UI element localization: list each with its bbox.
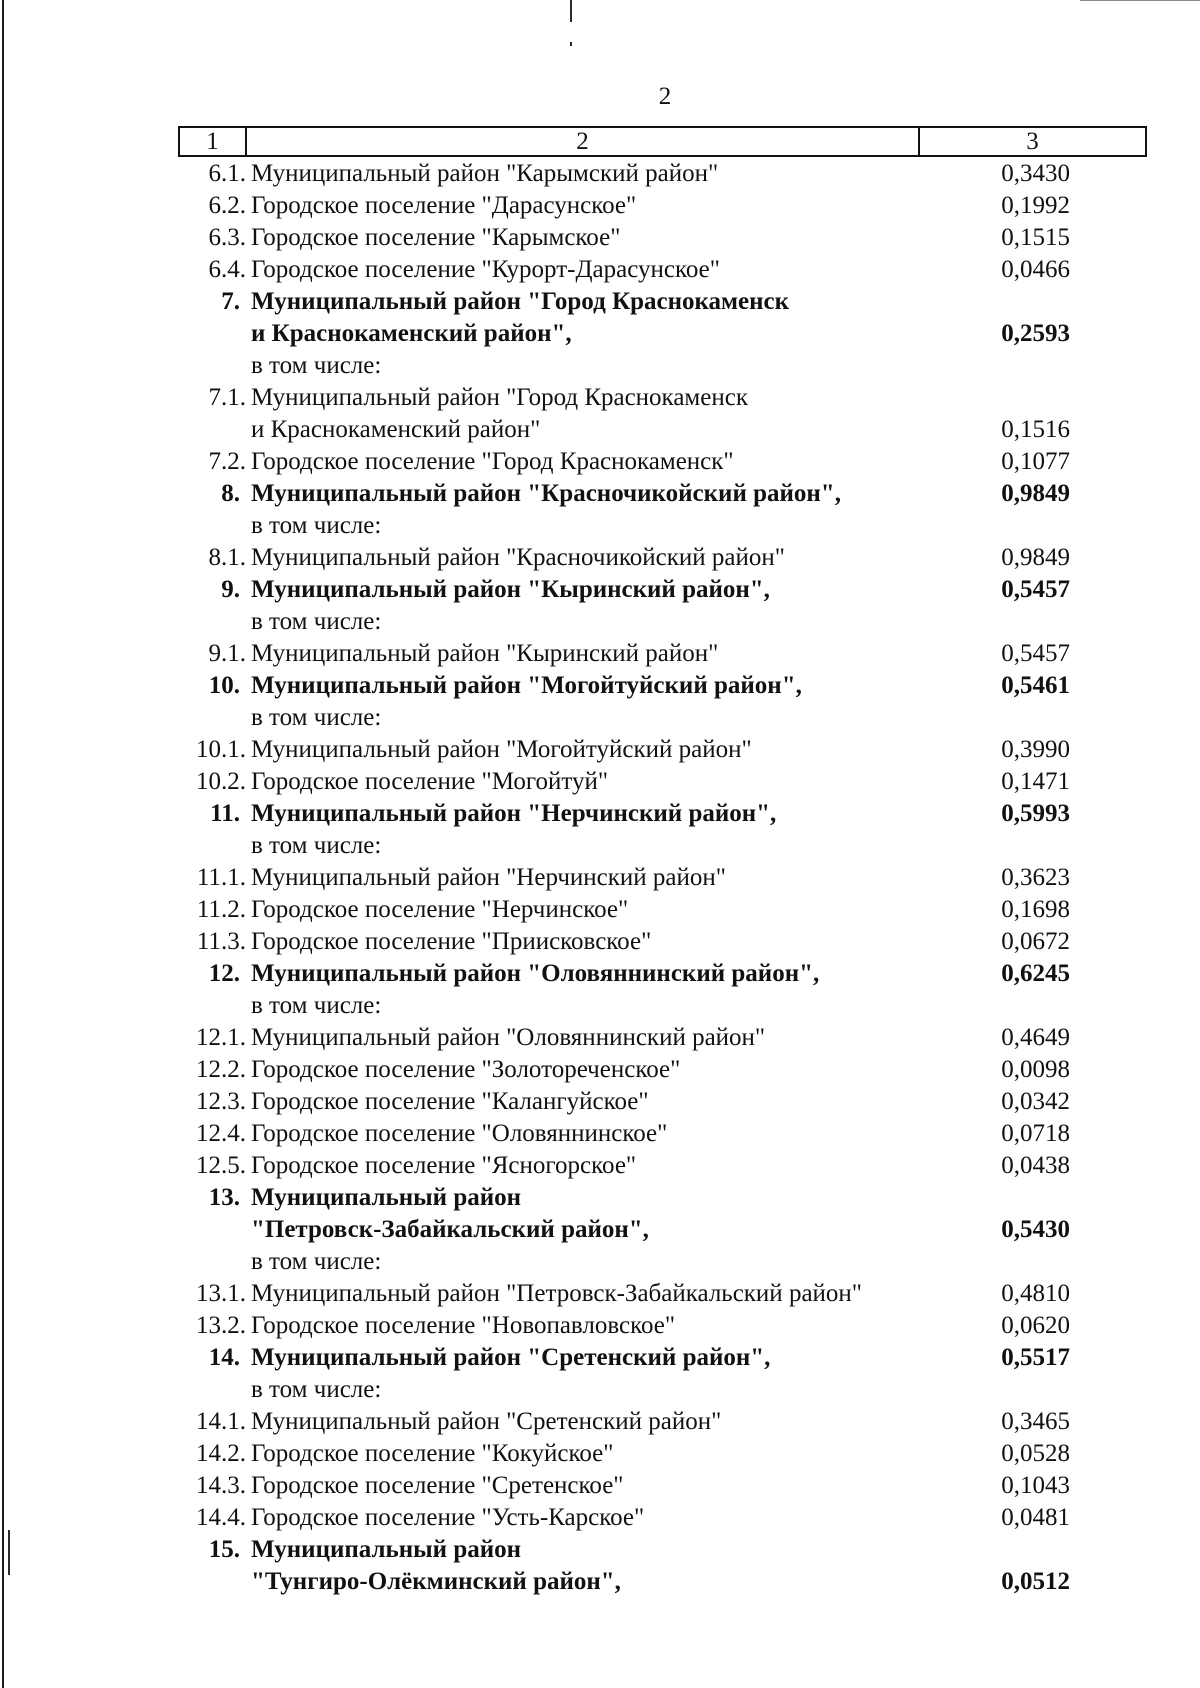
header-cell: 2 bbox=[247, 128, 920, 155]
row-value: 0,4649 bbox=[1001, 1024, 1070, 1051]
row-number: 12.1. bbox=[196, 1024, 246, 1051]
row-number: 7. bbox=[221, 288, 240, 315]
row-text: Городское поселение "Оловяннинское" bbox=[251, 1120, 668, 1147]
row-text: "Петровск-Забайкальский район", bbox=[251, 1216, 649, 1243]
row-text: Городское поселение "Город Краснокаменск" bbox=[251, 448, 734, 475]
row-value: 0,3990 bbox=[1001, 736, 1070, 763]
row-text: Муниципальный район bbox=[251, 1184, 522, 1211]
row-number: 15. bbox=[208, 1536, 240, 1563]
row-number: 7.1. bbox=[208, 384, 246, 411]
row-text: Муниципальный район "Петровск-Забайкальский район" bbox=[251, 1280, 862, 1307]
row-number: 11.2. bbox=[196, 896, 246, 923]
row-number: 14.1. bbox=[196, 1408, 246, 1435]
header-cell: 3 bbox=[1026, 128, 1039, 155]
row-text: Муниципальный район "Нерчинский район" bbox=[251, 864, 726, 891]
scan-mark bbox=[570, 0, 572, 22]
row-number: 10.1. bbox=[196, 736, 246, 763]
row-value: 0,0672 bbox=[1001, 928, 1070, 955]
row-value: 0,0466 bbox=[1001, 256, 1070, 283]
row-text: Городское поселение "Кокуйское" bbox=[251, 1440, 614, 1467]
row-value: 0,0481 bbox=[1001, 1504, 1070, 1531]
row-number: 8.1. bbox=[208, 544, 246, 571]
row-value: 0,5517 bbox=[1001, 1344, 1070, 1371]
row-value: 0,1471 bbox=[1001, 768, 1070, 795]
row-number: 13. bbox=[208, 1184, 240, 1211]
row-number: 6.2. bbox=[208, 192, 246, 219]
row-number: 11. bbox=[210, 800, 240, 827]
row-text: Муниципальный район "Город Краснокаменск bbox=[251, 288, 790, 315]
row-text: Муниципальный район "Сретенский район", bbox=[251, 1344, 771, 1371]
row-text: Муниципальный район "Могойтуйский район", bbox=[251, 672, 802, 699]
row-text: в том числе: bbox=[251, 352, 382, 379]
scan-mark bbox=[1080, 0, 1200, 1]
row-text: Муниципальный район "Сретенский район" bbox=[251, 1408, 722, 1435]
row-text: и Краснокаменский район" bbox=[251, 416, 541, 443]
row-value: 0,9849 bbox=[1001, 480, 1070, 507]
row-text: в том числе: bbox=[251, 1248, 382, 1275]
row-value: 0,1698 bbox=[1001, 896, 1070, 923]
row-text: Муниципальный район "Кыринский район" bbox=[251, 640, 719, 667]
row-text: в том числе: bbox=[251, 992, 382, 1019]
row-text: Городское поселение "Нерчинское" bbox=[251, 896, 629, 923]
row-text: и Краснокаменский район", bbox=[251, 320, 572, 347]
row-number: 8. bbox=[221, 480, 240, 507]
row-number: 13.2. bbox=[196, 1312, 246, 1339]
row-number: 12. bbox=[208, 960, 240, 987]
row-text: в том числе: bbox=[251, 608, 382, 635]
scan-mark bbox=[8, 1530, 10, 1575]
row-value: 0,2593 bbox=[1001, 320, 1070, 347]
row-value: 0,0620 bbox=[1001, 1312, 1070, 1339]
row-value: 0,1077 bbox=[1001, 448, 1070, 475]
row-text: Муниципальный район "Могойтуйский район" bbox=[251, 736, 752, 763]
row-number: 12.2. bbox=[196, 1056, 246, 1083]
row-number: 6.1. bbox=[208, 160, 246, 187]
header-cell: 1 bbox=[180, 128, 247, 155]
row-number: 14. bbox=[208, 1344, 240, 1371]
row-text: Городское поселение "Курорт-Дарасунское" bbox=[251, 256, 720, 283]
row-number: 14.2. bbox=[196, 1440, 246, 1467]
row-number: 7.2. bbox=[208, 448, 246, 475]
row-text: Городское поселение "Золотореченское" bbox=[251, 1056, 681, 1083]
scan-mark bbox=[570, 42, 572, 46]
row-text: Муниципальный район "Красночикойский район", bbox=[251, 480, 841, 507]
scan-edge bbox=[2, 0, 4, 1688]
row-text: в том числе: bbox=[251, 512, 382, 539]
row-text: Городское поселение "Усть-Карское" bbox=[251, 1504, 645, 1531]
row-text: Муниципальный район "Карымский район" bbox=[251, 160, 719, 187]
row-value: 0,5461 bbox=[1001, 672, 1070, 699]
page-number: 2 bbox=[658, 83, 672, 110]
row-number: 9. bbox=[221, 576, 240, 603]
row-number: 11.1. bbox=[196, 864, 246, 891]
row-text: в том числе: bbox=[251, 704, 382, 731]
row-value: 0,9849 bbox=[1001, 544, 1070, 571]
row-text: Городское поселение "Приисковское" bbox=[251, 928, 652, 955]
row-number: 14.3. bbox=[196, 1472, 246, 1499]
row-value: 0,3430 bbox=[1001, 160, 1070, 187]
row-text: Муниципальный район "Оловяннинский район", bbox=[251, 960, 820, 987]
row-text: в том числе: bbox=[251, 1376, 382, 1403]
row-text: Городское поселение "Ясногорское" bbox=[251, 1152, 637, 1179]
row-number: 12.3. bbox=[196, 1088, 246, 1115]
row-number: 6.4. bbox=[208, 256, 246, 283]
row-value: 0,0528 bbox=[1001, 1440, 1070, 1467]
row-text: Муниципальный район "Нерчинский район", bbox=[251, 800, 777, 827]
row-value: 0,0512 bbox=[1001, 1568, 1070, 1595]
row-text: Муниципальный район "Город Краснокаменск bbox=[251, 384, 748, 411]
row-value: 0,0342 bbox=[1001, 1088, 1070, 1115]
row-number: 10. bbox=[208, 672, 240, 699]
row-text: Муниципальный район "Оловяннинский район" bbox=[251, 1024, 766, 1051]
row-number: 10.2. bbox=[196, 768, 246, 795]
row-value: 0,5430 bbox=[1001, 1216, 1070, 1243]
row-value: 0,6245 bbox=[1001, 960, 1070, 987]
row-text: Муниципальный район "Кыринский район", bbox=[251, 576, 770, 603]
row-text: Городское поселение "Карымское" bbox=[251, 224, 621, 251]
row-text: Городское поселение "Дарасунское" bbox=[251, 192, 637, 219]
row-text: Городское поселение "Сретенское" bbox=[251, 1472, 624, 1499]
row-value: 0,3623 bbox=[1001, 864, 1070, 891]
row-number: 9.1. bbox=[208, 640, 246, 667]
row-value: 0,1516 bbox=[1001, 416, 1070, 443]
row-value: 0,4810 bbox=[1001, 1280, 1070, 1307]
row-value: 0,1515 bbox=[1001, 224, 1070, 251]
row-text: Городское поселение "Могойтуй" bbox=[251, 768, 609, 795]
row-value: 0,0438 bbox=[1001, 1152, 1070, 1179]
row-value: 0,5457 bbox=[1001, 576, 1070, 603]
row-value: 0,1043 bbox=[1001, 1472, 1070, 1499]
row-value: 0,1992 bbox=[1001, 192, 1070, 219]
row-text: Городское поселение "Новопавловское" bbox=[251, 1312, 676, 1339]
row-number: 12.5. bbox=[196, 1152, 246, 1179]
row-number: 14.4. bbox=[196, 1504, 246, 1531]
row-text: в том числе: bbox=[251, 832, 382, 859]
row-text: "Тунгиро-Олёкминский район", bbox=[251, 1568, 621, 1595]
row-text: Муниципальный район "Красночикойский район" bbox=[251, 544, 785, 571]
row-value: 0,5457 bbox=[1001, 640, 1070, 667]
row-value: 0,5993 bbox=[1001, 800, 1070, 827]
row-value: 0,0718 bbox=[1001, 1120, 1070, 1147]
row-number: 13.1. bbox=[196, 1280, 246, 1307]
row-text: Городское поселение "Калангуйское" bbox=[251, 1088, 649, 1115]
row-number: 11.3. bbox=[196, 928, 246, 955]
row-number: 6.3. bbox=[208, 224, 246, 251]
row-value: 0,0098 bbox=[1001, 1056, 1070, 1083]
row-number: 12.4. bbox=[196, 1120, 246, 1147]
table-header bbox=[178, 126, 1147, 157]
row-value: 0,3465 bbox=[1001, 1408, 1070, 1435]
row-text: Муниципальный район bbox=[251, 1536, 522, 1563]
